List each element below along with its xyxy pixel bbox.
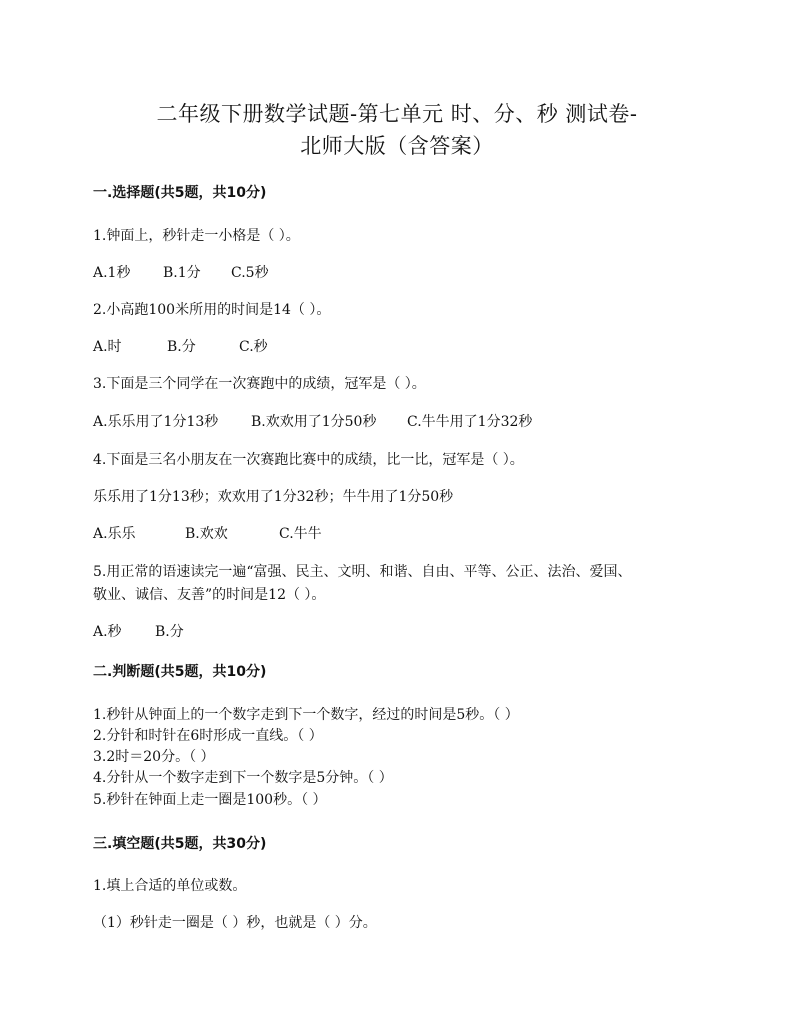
question-4-options — [93, 523, 322, 543]
option-a: A.时 — [93, 339, 122, 355]
question-3-options — [93, 411, 532, 431]
section3-heading: 三.填空题(共5题，共30分) — [93, 836, 267, 852]
section1-heading: 一.选择题(共5题，共10分) — [93, 185, 267, 201]
option-c: C.秒 — [239, 339, 268, 355]
question-4: 4.下面是三名小朋友在一次赛跑比赛中的成绩，比一比，冠军是（ ）。 — [93, 452, 524, 468]
option-c: C.牛牛 — [279, 526, 322, 542]
question-2-options — [93, 336, 268, 356]
page-title-line2: 北师大版（含答案） — [300, 134, 494, 158]
option-c: C.牛牛用了1分32秒 — [407, 414, 533, 430]
option-b: B.分 — [167, 339, 196, 355]
question-2: 2.小高跑100米所用的时间是14（ ）。 — [93, 302, 331, 318]
option-a: A.秒 — [93, 624, 122, 640]
section2-heading: 二.判断题(共5题，共10分) — [93, 664, 267, 680]
question-5-line1: 5.用正常的语速读完一遍“富强、民主、文明、和谐、自由、平等、公正、法治、爱国、 — [93, 564, 632, 580]
judge-item: 5.秒针在钟面上走一圈是100秒。（ ） — [93, 792, 327, 808]
option-a: A.乐乐用了1分13秒 — [93, 414, 219, 430]
question-4-data: 乐乐用了1分13秒；欢欢用了1分32秒；牛牛用了1分50秒 — [93, 489, 454, 505]
question-5-line2: 敬业、诚信、友善”的时间是12（ ）。 — [93, 587, 326, 603]
question-5-options — [93, 621, 184, 641]
fill-question-1-part1: （1）秒针走一圈是（ ）秒，也就是（ ）分。 — [93, 915, 377, 931]
option-a: A.乐乐 — [93, 526, 136, 542]
question-3: 3.下面是三个同学在一次赛跑中的成绩，冠军是（ ）。 — [93, 376, 426, 392]
judge-item: 1.秒针从钟面上的一个数字走到下一个数字，经过的时间是5秒。（ ） — [93, 707, 519, 723]
option-b: B.欢欢 — [185, 526, 228, 542]
judge-item: 2.分针和时针在6时形成一直线。（ ） — [93, 728, 323, 744]
question-1-options — [93, 262, 269, 282]
judge-item: 3.2时＝20分。（ ） — [93, 749, 215, 765]
page-title-line1: 二年级下册数学试题-第七单元 时、分、秒 测试卷- — [156, 102, 638, 126]
option-b: B.1分 — [163, 265, 201, 281]
option-a: A.1秒 — [93, 265, 131, 281]
option-b: B.欢欢用了1分50秒 — [251, 414, 377, 430]
judge-item: 4.分针从一个数字走到下一个数字是5分钟。（ ） — [93, 770, 393, 786]
question-1: 1.钟面上，秒针走一小格是（ ）。 — [93, 228, 300, 244]
option-b: B.分 — [155, 624, 184, 640]
fill-question-1: 1.填上合适的单位或数。 — [93, 878, 247, 894]
option-c: C.5秒 — [231, 265, 269, 281]
